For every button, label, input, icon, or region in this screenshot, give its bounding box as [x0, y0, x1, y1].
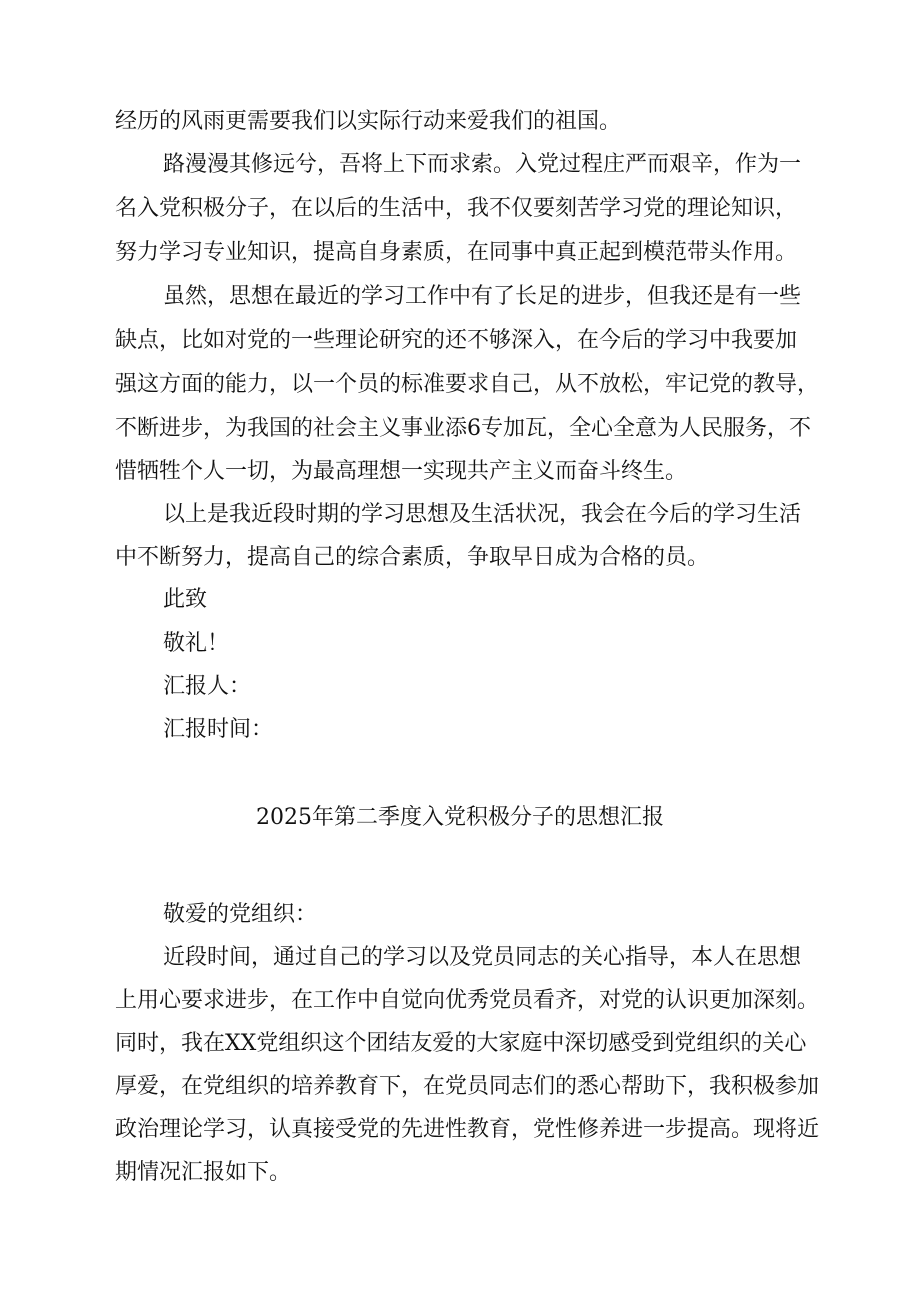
paragraph-line: 上用心要求进步，在工作中自觉向优秀党员看齐，对党的认识更加深刻。: [115, 988, 820, 1013]
closing-salutation: 此致: [163, 587, 208, 612]
paragraph-line: 强这方面的能力，以一个员的标准要求自己，从不放松，牢记党的教导，: [115, 372, 820, 397]
paragraph-line: 中不断努力，提高自己的综合素质，争取早日成为合格的员。: [115, 545, 710, 570]
reporter-label: 汇报人：: [163, 674, 252, 699]
paragraph-line: 不断进步，为我国的社会主义事业添6专加瓦，全心全意为人民服务，不: [115, 416, 811, 441]
paragraph-line: 期情况汇报如下。: [115, 1160, 292, 1185]
paragraph-line: 政治理论学习，认真接受党的先进性教育，党性修养进一步提高。现将近: [115, 1117, 820, 1142]
paragraph-line: 名入党积极分子，在以后的生活中，我不仅要刻苦学习党的理论知识，: [115, 196, 798, 221]
paragraph-line: 以上是我近段时期的学习思想及生活状况，我会在今后的学习生活: [163, 502, 802, 527]
report-time-label: 汇报时间：: [163, 717, 274, 742]
paragraph-line: 虽然，思想在最近的学习工作中有了长足的进步，但我还是有一些: [163, 284, 802, 309]
paragraph-line: 惜牺牲个人一切，为最高理想一实现共产主义而奋斗终生。: [115, 459, 688, 484]
paragraph-line: 经历的风雨更需要我们以实际行动来爱我们的祖国。: [115, 109, 622, 134]
paragraph-line: 缺点，比如对党的一些理论研究的还不够深入，在今后的学习中我要加: [115, 328, 798, 353]
closing-respect: 敬礼！: [163, 631, 230, 656]
document-title: 2025年第二季度入党积极分子的思想汇报: [256, 805, 664, 830]
paragraph-line: 路漫漫其修远兮，吾将上下而求索。入党过程庄严而艰辛，作为一: [163, 152, 802, 177]
paragraph-line: 厚爱，在党组织的培养教育下，在党员同志们的悉心帮助下，我积极参加: [115, 1074, 820, 1099]
paragraph-line: 近段时间，通过自己的学习以及党员同志的关心指导，本人在思想: [163, 945, 802, 970]
paragraph-line: 努力学习专业知识，提高自身素质，在同事中真正起到模范带头作用。: [115, 240, 798, 265]
greeting: 敬爱的党组织：: [163, 902, 318, 927]
paragraph-line: 同时，我在XX党组织这个团结友爱的大家庭中深切感受到党组织的关心: [115, 1031, 807, 1056]
